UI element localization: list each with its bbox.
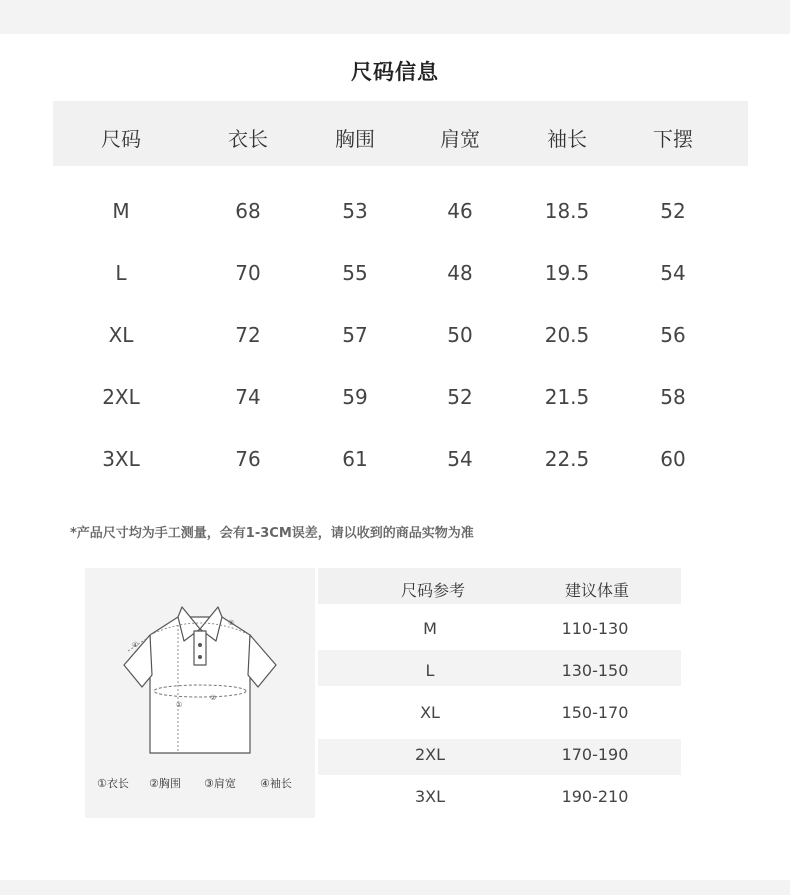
measurement-note: *产品尺寸均为手工测量，会有1-3CM误差，请以收到的商品实物为准 xyxy=(70,526,474,541)
size-cell: M xyxy=(112,199,130,223)
size-header-hem: 下摆 xyxy=(653,127,693,151)
size-cell: 57 xyxy=(342,323,368,347)
reference-header-weight: 建议体重 xyxy=(564,581,629,600)
size-cell: 50 xyxy=(447,323,473,347)
size-cell: 58 xyxy=(660,385,686,409)
size-header-sleeve: 袖长 xyxy=(547,127,587,151)
reference-cell: 2XL xyxy=(414,745,446,764)
size-cell: 72 xyxy=(235,323,261,347)
legend-shoulder: ③肩宽 xyxy=(204,777,236,790)
bottom-band xyxy=(0,880,790,895)
size-cell: 54 xyxy=(660,261,686,285)
size-cell: 74 xyxy=(235,385,261,409)
marker-shoulder: ③ xyxy=(228,619,235,627)
size-cell: XL xyxy=(108,323,134,347)
reference-cell: 170-190 xyxy=(561,745,629,764)
size-cell: 18.5 xyxy=(544,199,590,223)
size-cell: 55 xyxy=(342,261,368,285)
size-cell: 52 xyxy=(660,199,686,223)
legend-chest: ②胸围 xyxy=(149,777,181,790)
reference-cell: L xyxy=(425,661,435,680)
size-cell: 21.5 xyxy=(544,385,590,409)
size-header-shoulder: 肩宽 xyxy=(440,127,480,151)
legend-length: ①衣长 xyxy=(97,777,129,790)
size-header-length: 衣长 xyxy=(228,127,268,151)
size-cell: 2XL xyxy=(102,385,140,409)
reference-header-size: 尺码参考 xyxy=(400,581,465,600)
size-cell: 3XL xyxy=(102,447,140,471)
size-cell: 59 xyxy=(342,385,368,409)
reference-cell: 130-150 xyxy=(561,661,629,680)
size-cell: 19.5 xyxy=(544,261,590,285)
size-cell: 54 xyxy=(447,447,473,471)
size-cell: 46 xyxy=(447,199,473,223)
size-cell: 61 xyxy=(342,447,368,471)
size-cell: 56 xyxy=(660,323,686,347)
size-cell: 48 xyxy=(447,261,473,285)
reference-cell: 150-170 xyxy=(561,703,629,722)
size-header-size: 尺码 xyxy=(101,127,141,151)
marker-length: ① xyxy=(176,701,183,709)
size-cell: 22.5 xyxy=(544,447,590,471)
marker-chest: ② xyxy=(210,694,217,702)
size-header-chest: 胸围 xyxy=(335,127,375,151)
legend-sleeve: ④袖长 xyxy=(260,777,292,790)
top-band xyxy=(0,0,790,34)
size-cell: 68 xyxy=(235,199,261,223)
reference-cell: M xyxy=(423,619,437,638)
reference-cell: 190-210 xyxy=(561,787,629,806)
page-title: 尺码信息 xyxy=(351,60,439,84)
reference-cell: 3XL xyxy=(414,787,446,806)
polo-shirt-diagram xyxy=(110,595,290,765)
size-cell: L xyxy=(115,261,127,285)
size-cell: 52 xyxy=(447,385,473,409)
reference-cell: 110-130 xyxy=(561,619,629,638)
size-cell: 53 xyxy=(342,199,368,223)
size-cell: 70 xyxy=(235,261,261,285)
size-cell: 76 xyxy=(235,447,261,471)
marker-sleeve: ④ xyxy=(132,641,139,649)
size-cell: 20.5 xyxy=(544,323,590,347)
reference-cell: XL xyxy=(420,703,440,722)
size-cell: 60 xyxy=(660,447,686,471)
